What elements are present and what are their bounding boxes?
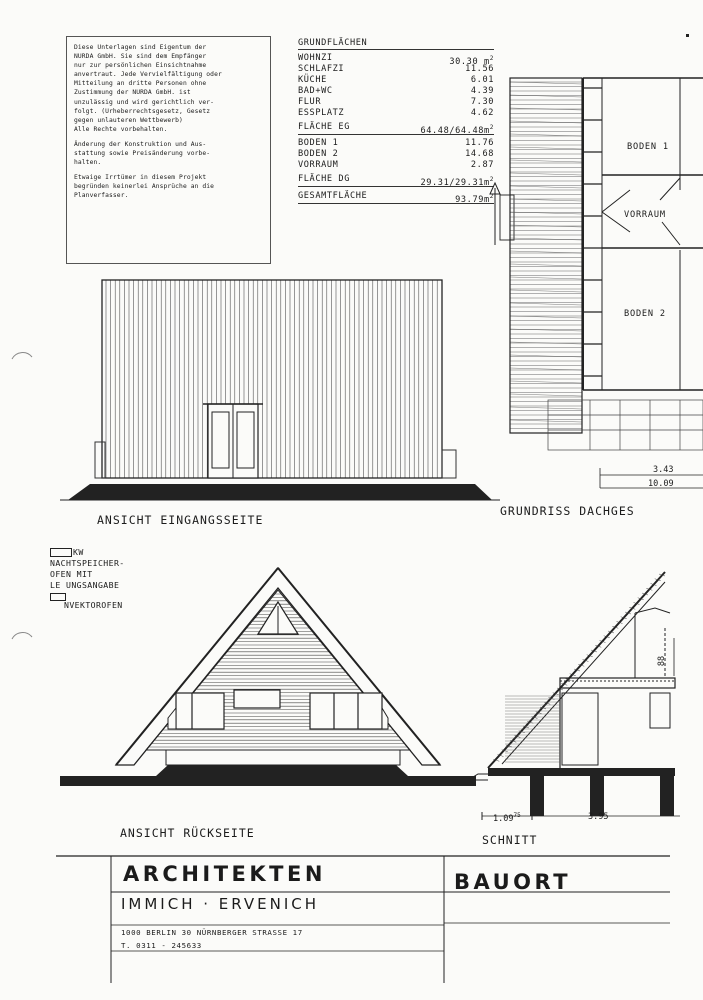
plan-dim-2: 10.09 xyxy=(648,479,674,489)
ground-floor-value: 4.39 xyxy=(470,86,494,96)
ground-floor-total-row xyxy=(298,121,494,135)
storage-heater-symbol xyxy=(50,548,72,557)
attic-label: BODEN 1 xyxy=(298,138,339,148)
rear-elevation-drawing xyxy=(56,560,476,815)
ground-floor-label: SCHLAFZI xyxy=(298,64,345,74)
attic-floor-plan xyxy=(480,70,703,490)
unit-sup: 2 xyxy=(489,124,494,131)
disclaimer-changes-text: Änderung der Konstruktion und Aus- stattung sowie Preisänderung vorbe- halten. xyxy=(74,140,211,167)
ground-floor-value: 6.01 xyxy=(470,75,494,85)
attic-rows xyxy=(298,138,494,171)
roof-outline xyxy=(510,78,582,433)
unit-sup: 2 xyxy=(489,193,494,200)
ground-floor-total-label: FLÄCHE EG xyxy=(298,122,350,132)
disclaimer-box xyxy=(66,36,271,264)
section-dim-1 xyxy=(493,812,521,824)
ground-floor-row xyxy=(298,86,494,97)
area-table xyxy=(298,38,494,204)
ground-floor-row xyxy=(298,53,494,67)
attic-total-row xyxy=(298,173,494,187)
unit-sup: 2 xyxy=(489,55,494,62)
ground-floor-total-value: 64.48/64.48m xyxy=(420,125,490,136)
unit-sup: 2 xyxy=(489,176,494,183)
ground-floor-row xyxy=(298,64,494,75)
attic-total-label: FLÄCHE DG xyxy=(298,174,350,184)
room-label-vorraum: VORRAUM xyxy=(624,210,666,220)
attic-value: 11.76 xyxy=(465,138,494,148)
rear-window-center xyxy=(234,690,280,708)
front-elevation-drawing xyxy=(60,272,500,512)
rear-window-left xyxy=(176,693,224,729)
section-dim-3: 88 xyxy=(657,655,668,667)
section-caption: SCHNITT xyxy=(482,833,538,847)
site-label: BAUORT xyxy=(454,870,572,894)
ground-floor-value: 11.56 xyxy=(465,64,494,74)
attic-label: VORRAUM xyxy=(298,160,339,170)
section-dim-1-sup: 75 xyxy=(513,812,521,819)
attic-label: BODEN 2 xyxy=(298,149,339,159)
ground-floor-value: 4.62 xyxy=(470,108,494,118)
section-dim-2: 3.95 xyxy=(588,812,609,822)
ground-floor-label: BAD+WC xyxy=(298,86,333,96)
section-floor-slab xyxy=(488,768,675,776)
ground-floor-rows xyxy=(298,53,494,119)
area-table-title: GRUNDFLÄCHEN xyxy=(298,38,494,50)
attic-value: 2.87 xyxy=(470,160,494,170)
ground-floor-value: 30.30 m xyxy=(449,56,490,67)
plan-caption: GRUNDRISS DACHGES xyxy=(500,504,635,518)
section-dim-1-text: 1.09 xyxy=(493,813,514,824)
rear-ground-base xyxy=(60,765,476,786)
attic-row xyxy=(298,138,494,149)
disclaimer-errors-text: Etwaige Irrtümer in diesem Projekt begründen keinerlei Ansprüche an die Planverfasser. xyxy=(74,174,215,200)
legend-line-1: NACHTSPEICHER- xyxy=(50,558,125,568)
room-label-boden-2: BODEN 2 xyxy=(624,309,666,319)
north-arrow xyxy=(490,183,500,245)
room-label-boden-1: BODEN 1 xyxy=(627,142,669,152)
firm-address: 1000 BERLIN 30 NÜRNBERGER STRASSE 17 xyxy=(121,928,303,937)
rear-elevation-caption: ANSICHT RÜCKSEITE xyxy=(120,826,255,840)
disclaimer-copyright-text: Diese Unterlagen sind Eigentum der NURDA GmbH. Sie sind dem Empfänger nur zur persönlichen Einsichtnahme anvertraut. Jede Vervielfältigung oder Mitteilung an dritte Personen ohne Zustimmung der NURDA GmbH. ist unzulässig und wird gerichtlich ver- folgt. (Urheberrechtsgesetz, Gesetz gegen unlauteren Wettbewerb) Alle Rechte vorbehalten. xyxy=(74,44,222,133)
facade-cladding xyxy=(106,280,442,478)
ground-floor-label: WOHNZI xyxy=(298,53,333,63)
plan-dim-1: 3.43 xyxy=(653,465,674,475)
ground-floor-label: ESSPLATZ xyxy=(298,108,345,118)
plan-bottom-grid xyxy=(548,400,703,450)
grand-total-label: GESAMTFLÄCHE xyxy=(298,191,368,201)
grand-total-value: 93.79m xyxy=(455,194,490,205)
ground-floor-row xyxy=(298,75,494,86)
punch-hole-marks xyxy=(8,345,38,645)
architect-names: IMMICH · ERVENICH xyxy=(121,895,320,913)
attic-total-value: 29.31/29.31m xyxy=(420,177,490,188)
legend-kw: KW xyxy=(73,547,84,557)
firm-phone: T. 0311 - 245633 xyxy=(121,941,202,950)
ground-base xyxy=(68,484,492,500)
ground-floor-label: KÜCHE xyxy=(298,75,327,85)
rear-window-right xyxy=(310,693,382,729)
attic-row xyxy=(298,149,494,160)
attic-value: 14.68 xyxy=(465,149,494,159)
entrance-door xyxy=(203,404,263,478)
ground-floor-label: FLUR xyxy=(298,97,322,107)
corner-mark xyxy=(686,34,689,37)
attic-row xyxy=(298,160,494,171)
ground-floor-value: 7.30 xyxy=(470,97,494,107)
legend-line-2: OFEN MIT xyxy=(50,569,93,579)
legend-line-3: LE UNGSANGABE xyxy=(50,580,120,590)
section-drawing xyxy=(460,568,680,828)
legend-line-4: NVEKTOROFEN xyxy=(64,600,123,610)
ground-floor-row xyxy=(298,97,494,108)
plan-rungs xyxy=(583,88,602,376)
grand-total-row xyxy=(298,190,494,204)
chimney xyxy=(500,195,514,240)
firm-name: ARCHITEKTEN xyxy=(123,862,326,886)
front-elevation-caption: ANSICHT EINGANGSSEITE xyxy=(97,513,264,527)
ground-floor-row xyxy=(298,108,494,119)
roof-hatch xyxy=(510,82,582,429)
